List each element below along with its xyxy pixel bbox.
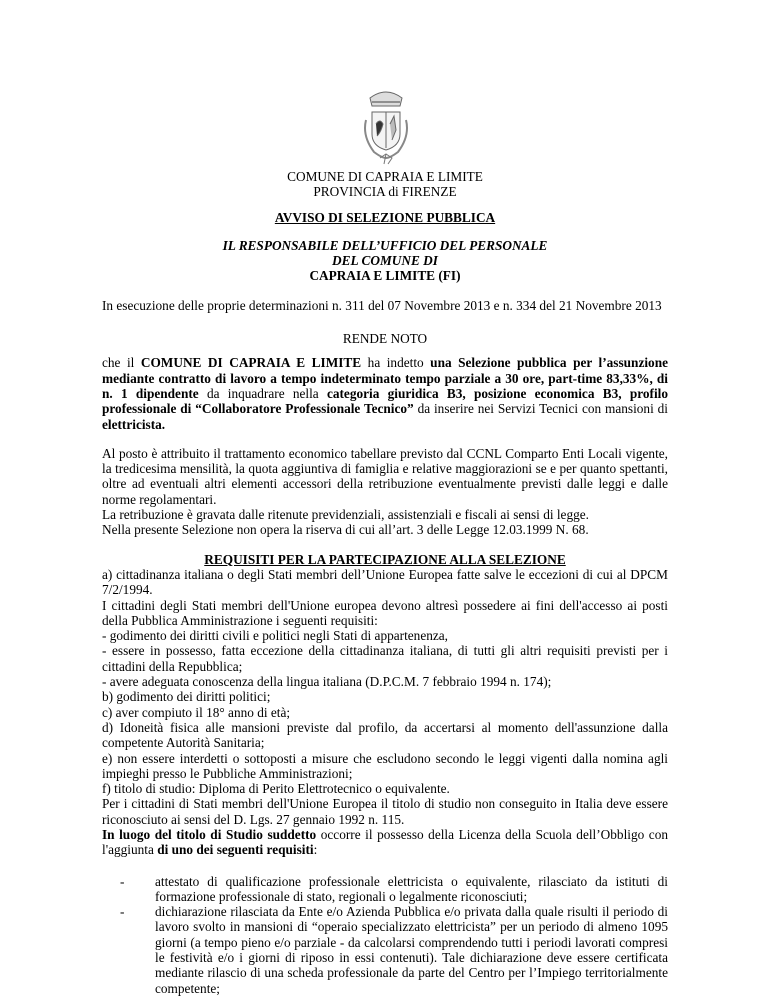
requirement-item: a) cittadinanza italiana o degli Stati membri dell’Unione Europea fatte salve le eccezioni di cui al DPCM 7/2/1994. bbox=[102, 566, 668, 598]
intro-text: In esecuzione delle proprie determinazioni n. 311 del 07 Novembre 2013 e n. 334 del 21 Novembre 2013 bbox=[102, 297, 662, 313]
tax-paragraph: La retribuzione è gravata dalle ritenute previdenziali, assistenziali e fiscali ai sensi di legge. bbox=[102, 507, 589, 523]
text-segment: occorre il possesso della Licenza della Scuola dell’Obbligo con l'aggiunta bbox=[102, 826, 668, 858]
municipality-name: COMUNE DI CAPRAIA E LIMITE bbox=[287, 169, 483, 184]
requirements-list bbox=[102, 567, 668, 827]
text-segment: ha indetto bbox=[361, 355, 431, 371]
alternative-requirement-intro bbox=[102, 827, 668, 858]
text-segment: da inserire nei Servizi Tecnici con mansioni di bbox=[413, 401, 668, 417]
alternative-requirement-item bbox=[102, 904, 668, 996]
list-dash: - bbox=[120, 904, 125, 920]
requirement-item: b) godimento dei diritti politici; bbox=[102, 689, 271, 705]
requirement-item: - essere in possesso, fatta eccezione della cittadinanza italiana, di tutti gli altri requisiti previsti per i cittadini della Repubblica; bbox=[102, 643, 668, 674]
issuer-line-3: CAPRAIA E LIMITE (FI) bbox=[309, 268, 461, 284]
requirement-item: - avere adeguata conoscenza della lingua italiana (D.P.C.M. 7 febbraio 1994 n. 174); bbox=[102, 674, 552, 690]
requirement-item: - godimento dei diritti civili e politici negli Stati di appartenenza, bbox=[102, 628, 448, 644]
requirement-item: Per i cittadini di Stati membri dell'Unione Europea il titolo di studio non conseguito in Italia deve essere riconosciuto ai sensi del D. Lgs. 27 gennaio 1992 n. 115. bbox=[102, 796, 668, 827]
text-segment: che il bbox=[102, 355, 141, 371]
requirement-item: e) non essere interdetti o sottoposti a misure che escludono secondo le leggi vigenti dalla nomina agli impieghi presso le Pubbliche Amministrazioni; bbox=[102, 750, 668, 781]
bold-text-segment: elettricista. bbox=[102, 416, 166, 432]
bold-text-segment: una Selezione pubblica per l’assunzione mediante contratto di lavoro a tempo indeterminato tempo parziale a 30 ore, part-time 83,33%, di n. 1 dipendente bbox=[102, 355, 668, 401]
document-page bbox=[102, 0, 668, 996]
announcement-paragraph bbox=[102, 355, 668, 431]
reserve-paragraph: Nella presente Selezione non opera la riserva di cui all’art. 3 delle Legge 12.03.1999 N. 68. bbox=[102, 522, 589, 538]
bold-text-segment: COMUNE DI CAPRAIA E LIMITE bbox=[140, 355, 362, 371]
alternative-requirement-text: dichiarazione rilasciata da Ente e/o Azienda Pubblica e/o privata dalla quale risulti il periodo di lavoro svolto in mansioni di “operaio specializzato elettricista” per un periodo di almeno 1095 giorni (a tempo pieno e/o parziale - da calcolarsi comprendendo tutti i periodi lavorati compresi le festività e/o i giorni di riposo in essi contenuti). Tale dichiarazione deve essere certificata mediante rilascio di una scheda professionale da parte del Centro per l’Impiego territorialmente competente; bbox=[155, 904, 668, 996]
salary-paragraph: Al posto è attribuito il trattamento economico tabellare previsto dal CCNL Comparto Enti Locali vigente, la tredicesima mensilità, la quota aggiuntiva di famiglia e relative maggiorazioni se e per quanto spettanti, oltre ad eventuali altri elementi accessori della retribuzione eventualmente previsti dalle leggi e dalle norme regolamentari. bbox=[102, 445, 668, 507]
alternative-requirement-item bbox=[102, 874, 668, 905]
province-name: PROVINCIA di FIRENZE bbox=[313, 184, 457, 200]
list-dash: - bbox=[120, 873, 125, 889]
alternative-requirements-list bbox=[102, 874, 668, 996]
requirement-item: d) Idoneità fisica alle mansioni previste dal profilo, da accertarsi al momento dell'assunzione dalla competente Autorità Sanitaria; bbox=[102, 719, 668, 751]
bold-text-segment: di uno dei seguenti requisiti bbox=[157, 842, 314, 858]
bold-text-segment: categoria giuridica B3, posizione economica B3, profilo professionale di “Collaboratore Professionale Tecnico” bbox=[102, 385, 668, 417]
notice-title: AVVISO DI SELEZIONE PUBBLICA bbox=[274, 209, 496, 225]
rende-noto-heading: RENDE NOTO bbox=[342, 331, 428, 347]
requirement-item: f) titolo di studio: Diploma di Perito Elettrotecnico o equivalente. bbox=[102, 781, 450, 797]
requirement-item: c) aver compiuto il 18° anno di età; bbox=[102, 704, 291, 720]
issuer-line-2: DEL COMUNE DI bbox=[332, 253, 438, 269]
requirement-item: I cittadini degli Stati membri dell'Unione europea devono altresì possedere ai fini dell'accesso ai posti della Pubblica Amministrazione i seguenti requisiti: bbox=[102, 597, 668, 628]
requirements-heading: REQUISITI PER LA PARTECIPAZIONE ALLA SELEZIONE bbox=[204, 551, 566, 567]
issuer-line-1: IL RESPONSABILE DELL’UFFICIO DEL PERSONALE bbox=[222, 237, 548, 253]
text-segment: : bbox=[313, 842, 318, 858]
alternative-requirement-text: attestato di qualificazione professionale elettricista o equivalente, rilasciato da istituti di formazione professionale di stato, regionali o legalmente riconosciuti; bbox=[155, 873, 668, 904]
bold-text-segment: In luogo del titolo di Studio suddetto bbox=[102, 826, 317, 842]
text-segment: da inquadrare nella bbox=[198, 385, 327, 401]
